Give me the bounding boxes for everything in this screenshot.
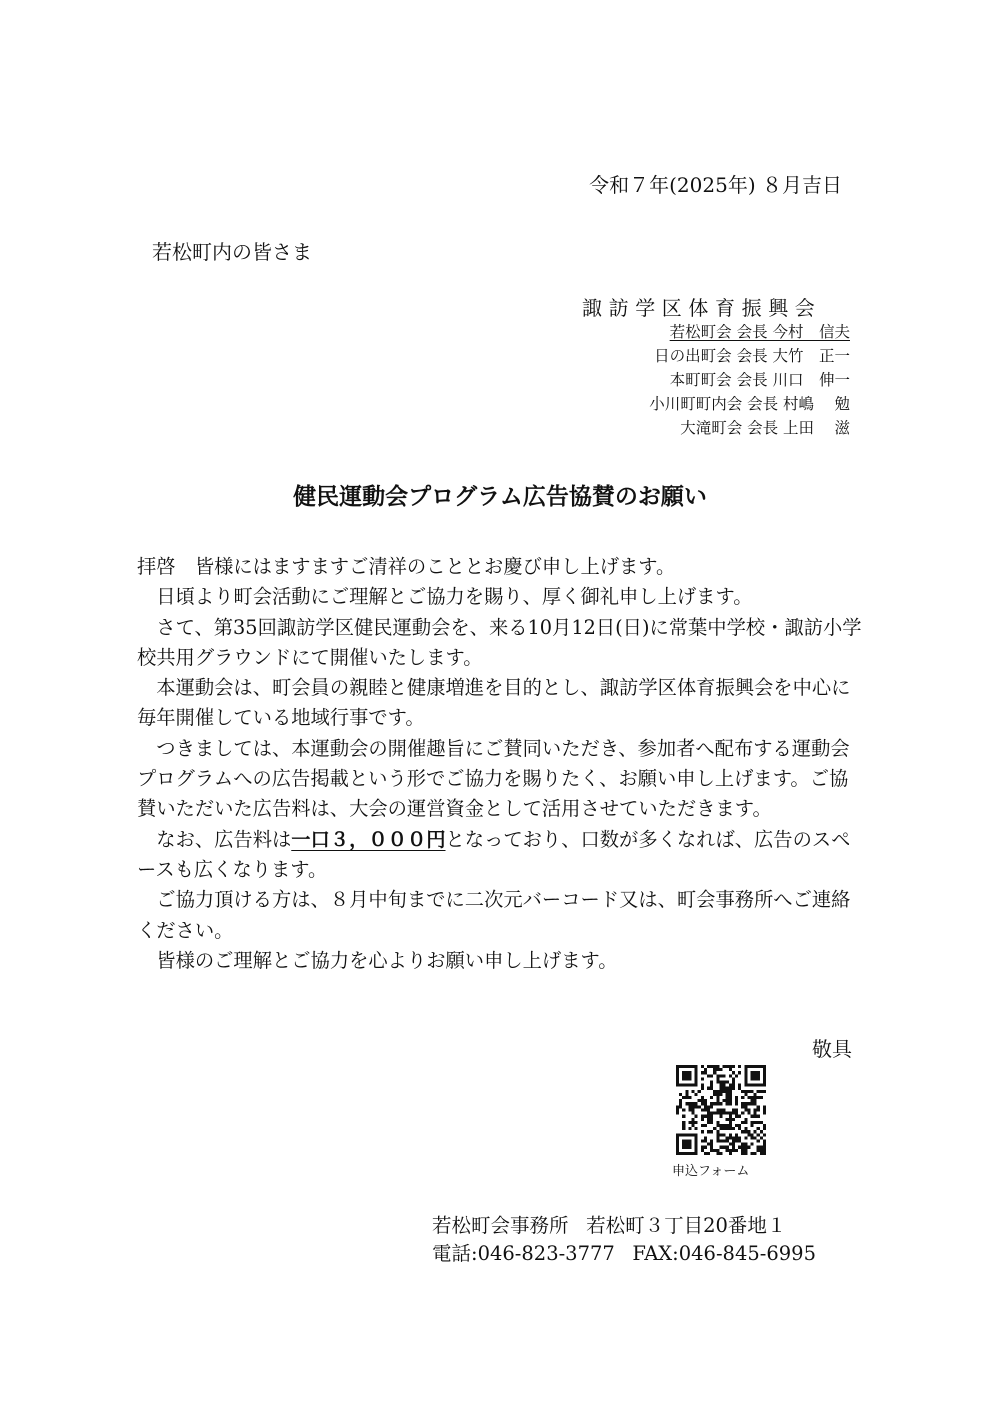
greeting-paragraph: 拝啓 皆様にはますますご清祥のこととお慶び申し上げます。	[137, 555, 676, 578]
letter-title: 健民運動会プログラム広告協賛のお願い	[293, 484, 707, 510]
ad-fee-amount: 一口３，０００円	[291, 827, 446, 851]
closing-remark: 敬具	[812, 1037, 852, 1061]
sender-organization: 諏訪学区体育振興会	[582, 296, 822, 320]
thanks-paragraph: 日頃より町会活動にご理解とご協力を賜り、厚く御礼申し上げます。	[156, 585, 753, 609]
sponsorship-request-paragraph: つきましては、本運動会の開催趣旨にご賛同いただき、参加者へ配布する運動会プログラムへの広告掲載という形でご協力を賜りたく、お願い申し上げます。ご協賛いただいた広告料は、大会の運営資金として活用させていただきます。	[137, 736, 850, 821]
office-name: 若松町会事務所	[432, 1214, 569, 1237]
contact-instructions-paragraph: ご協力頂ける方は、８月中旬までに二次元バーコード又は、町会事務所へご連絡ください。	[137, 888, 851, 942]
final-request-paragraph: 皆様のご理解とご協力を心よりお願い申し上げます。	[156, 948, 618, 972]
qr-code[interactable]	[676, 1065, 766, 1155]
qr-code-image[interactable]	[676, 1065, 766, 1155]
event-announcement-paragraph: さて、第35回諏訪学区健民運動会を、来る10月12日(日)に常葉中学校・諏訪小学校共用グラウンドにて開催いたします。	[137, 615, 862, 669]
letter-date: 令和７年(2025年) ８月吉日	[589, 173, 842, 197]
qr-caption: 申込フォーム	[672, 1164, 750, 1179]
ad-fee-details: となっており、口数が多くなれば、広告のスペースも広くなります。	[137, 827, 851, 881]
office-phone: 電話:046-823-3777	[432, 1242, 615, 1265]
representative-line: 本町町会 会長 川口 伸一	[669, 371, 850, 389]
letter-body	[137, 552, 867, 976]
representative-line: 大滝町会 会長 上田 滋	[680, 419, 850, 437]
ad-fee-intro: なお、広告料は	[156, 827, 292, 851]
event-purpose-paragraph: 本運動会は、町会員の親睦と健康増進を目的とし、諏訪学区体育振興会を中心に毎年開催している地域行事です。	[137, 676, 851, 730]
office-address: 若松町３丁目20番地１	[586, 1214, 787, 1237]
representatives-list	[649, 320, 850, 440]
addressee: 若松町内の皆さま	[152, 240, 312, 264]
office-address-line	[432, 1210, 786, 1238]
ad-fee-paragraph	[137, 825, 867, 886]
representative-line: 小川町町内会 会長 村嶋 勉	[649, 395, 850, 413]
representative-line: 若松町会 会長 今村 信夫	[669, 323, 850, 341]
office-fax: FAX:046-845-6995	[632, 1242, 816, 1265]
representative-line: 日の出町会 会長 大竹 正一	[654, 347, 850, 365]
office-contact-line	[432, 1238, 816, 1266]
